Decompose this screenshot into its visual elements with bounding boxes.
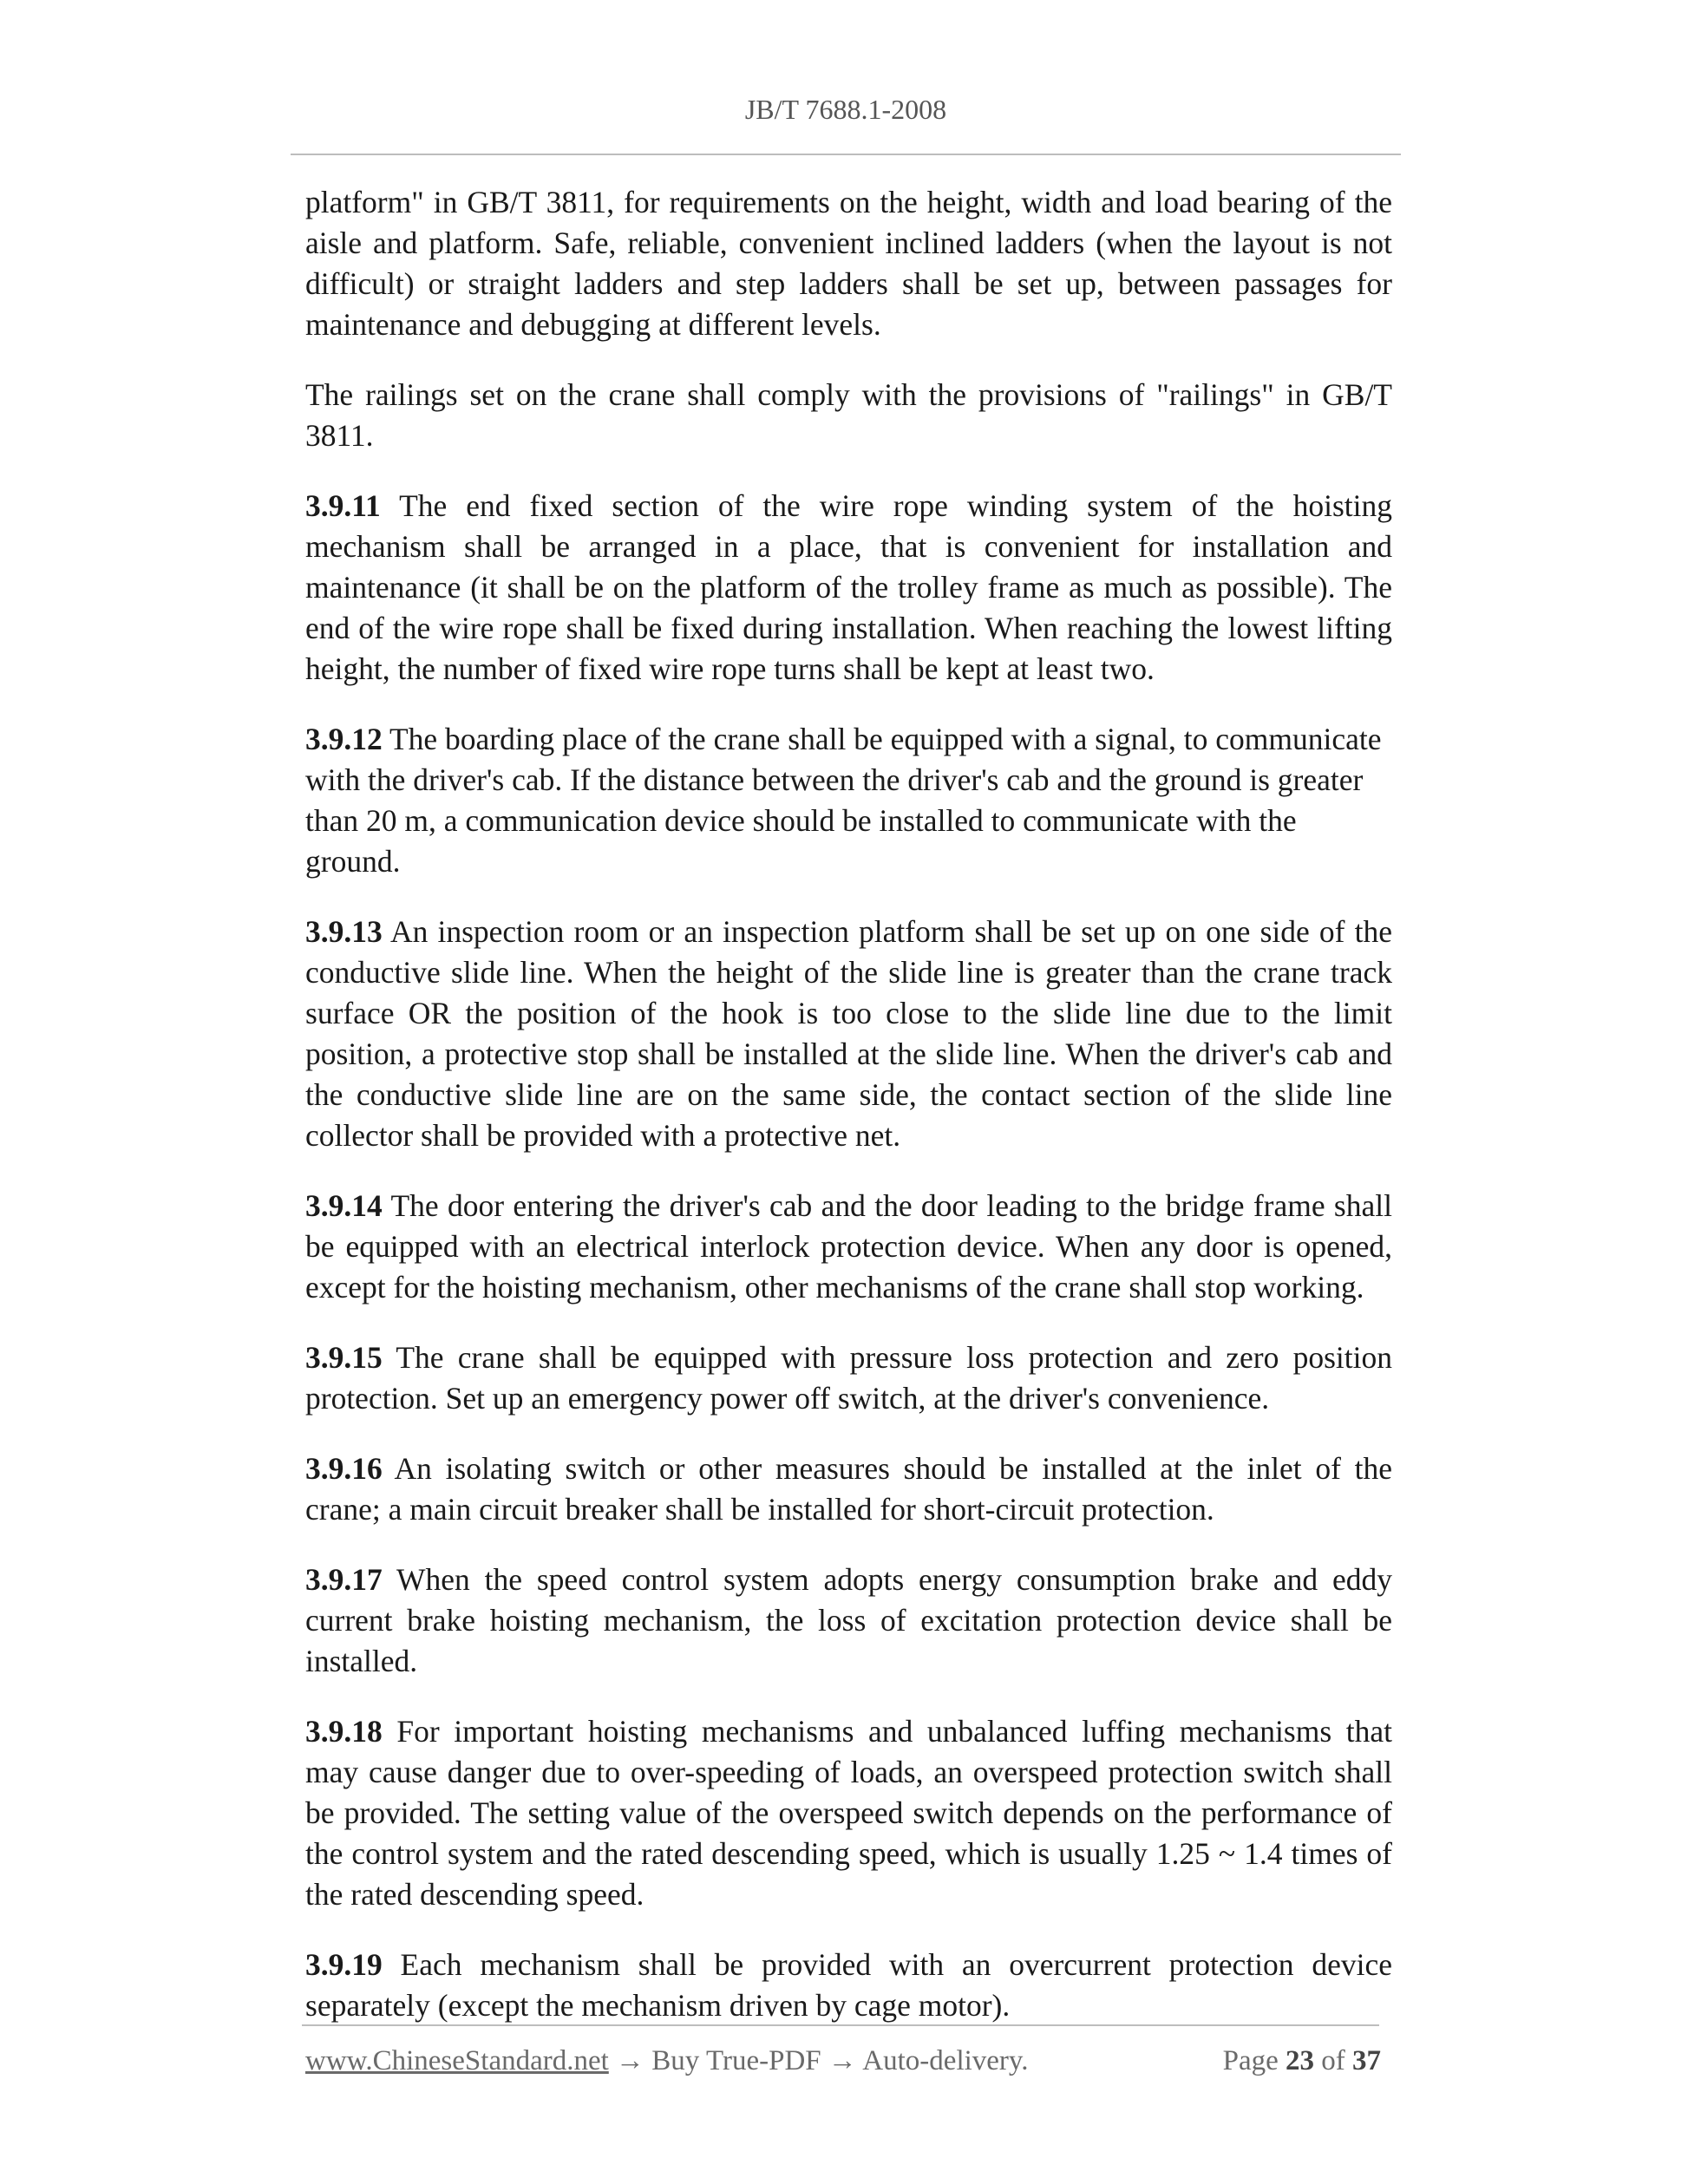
clause-3-9-19 (305, 1945, 1392, 2026)
footer-promo (305, 2045, 1029, 2077)
website-link[interactable]: www.ChineseStandard.net (305, 2045, 609, 2076)
current-page-number: 23 (1286, 2045, 1314, 2076)
clause-3-9-14 (305, 1186, 1392, 1308)
paragraph-platform-continued (305, 182, 1392, 345)
paragraph-text: The railings set on the crane shall comply with the provisions of "railings" in GB/T 3811. (305, 377, 1392, 453)
clause-number: 3.9.13 (305, 914, 383, 949)
of-label: of (1314, 2045, 1352, 2076)
total-pages-number: 37 (1352, 2045, 1381, 2076)
paragraph-text: platform" in GB/T 3811, for requirements on the height, width and load bearing of the aisle and platform. Safe, reliable, convenient inclined ladders (when the layout is not difficult) or straight ladders and step ladders shall be set up, between passages for maintenance and debugging at different levels. (305, 185, 1392, 342)
page-indicator (1223, 2045, 1381, 2077)
paragraph-text: An isolating switch or other measures should be installed at the inlet of the crane; a main circuit breaker shall be installed for short-circuit protection. (305, 1451, 1392, 1527)
document-body (305, 182, 1392, 2056)
running-header: JB/T 7688.1-2008 (744, 94, 947, 125)
clause-3-9-11 (305, 486, 1392, 690)
paragraph-text: Each mechanism shall be provided with an overcurrent protection device separately (except the mechanism driven by cage motor). (305, 1947, 1392, 2023)
clause-3-9-17 (305, 1560, 1392, 1682)
paragraph-text: An inspection room or an inspection platform shall be set up on one side of the conductive slide line. When the height of the slide line is greater than the crane track surface OR the position of the hook is too close to the slide line due to the limit position, a protective stop shall be installed at the slide line. When the driver's cab and the conductive slide line are on the same side, the contact section of the slide line collector shall be provided with a protective net. (305, 914, 1392, 1153)
clause-number: 3.9.16 (305, 1451, 383, 1486)
footer-divider (302, 2024, 1379, 2026)
clause-3-9-13 (305, 912, 1392, 1156)
header-divider (291, 154, 1401, 155)
clause-number: 3.9.18 (305, 1714, 383, 1749)
clause-number: 3.9.19 (305, 1947, 383, 1982)
paragraph-text: The end fixed section of the wire rope winding system of the hoisting mechanism shall be arranged in a place, that is convenient for installation and maintenance (it shall be on the platform of the trolley frame as much as possible). The end of the wire rope shall be fixed during installation. When reaching the lowest lifting height, the number of fixed wire rope turns shall be kept at least two. (305, 488, 1392, 686)
paragraph-text: When the speed control system adopts energy consumption brake and eddy current brake hoisting mechanism, the loss of excitation protection device shall be installed. (305, 1562, 1392, 1678)
page-label: Page (1222, 2045, 1286, 2076)
clause-3-9-16 (305, 1448, 1392, 1530)
footer-tagline: → Buy True-PDF → Auto-delivery. (608, 2045, 1029, 2076)
paragraph-text: The boarding place of the crane shall be equipped with a signal, to communicate with the driver's cab. If the distance between the driver's cab and the ground is greater than 20 m, a communication device should be installed to communicate with the ground. (305, 722, 1382, 879)
clause-number: 3.9.12 (305, 722, 383, 756)
paragraph-railings (305, 375, 1392, 456)
paragraph-text: For important hoisting mechanisms and unbalanced luffing mechanisms that may cause danger due to over-speeding of loads, an overspeed protection switch shall be provided. The setting value of the overspeed switch depends on the performance of the control system and the rated descending speed, which is usually 1.25 ~ 1.4 times of the rated descending speed. (305, 1714, 1392, 1912)
clause-3-9-12 (305, 719, 1392, 882)
clause-number: 3.9.15 (305, 1340, 383, 1375)
clause-3-9-18 (305, 1711, 1392, 1915)
clause-3-9-15 (305, 1337, 1392, 1419)
clause-number: 3.9.14 (305, 1188, 383, 1223)
paragraph-text: The crane shall be equipped with pressure loss protection and zero position protection. Set up an emergency power off switch, at the driver's convenience. (305, 1340, 1392, 1416)
clause-number: 3.9.11 (305, 488, 381, 523)
clause-number: 3.9.17 (305, 1562, 383, 1597)
paragraph-text: The door entering the driver's cab and the door leading to the bridge frame shall be equipped with an electrical interlock protection device. When any door is opened, except for the hoisting mechanism, other mechanisms of the crane shall stop working. (305, 1188, 1392, 1305)
